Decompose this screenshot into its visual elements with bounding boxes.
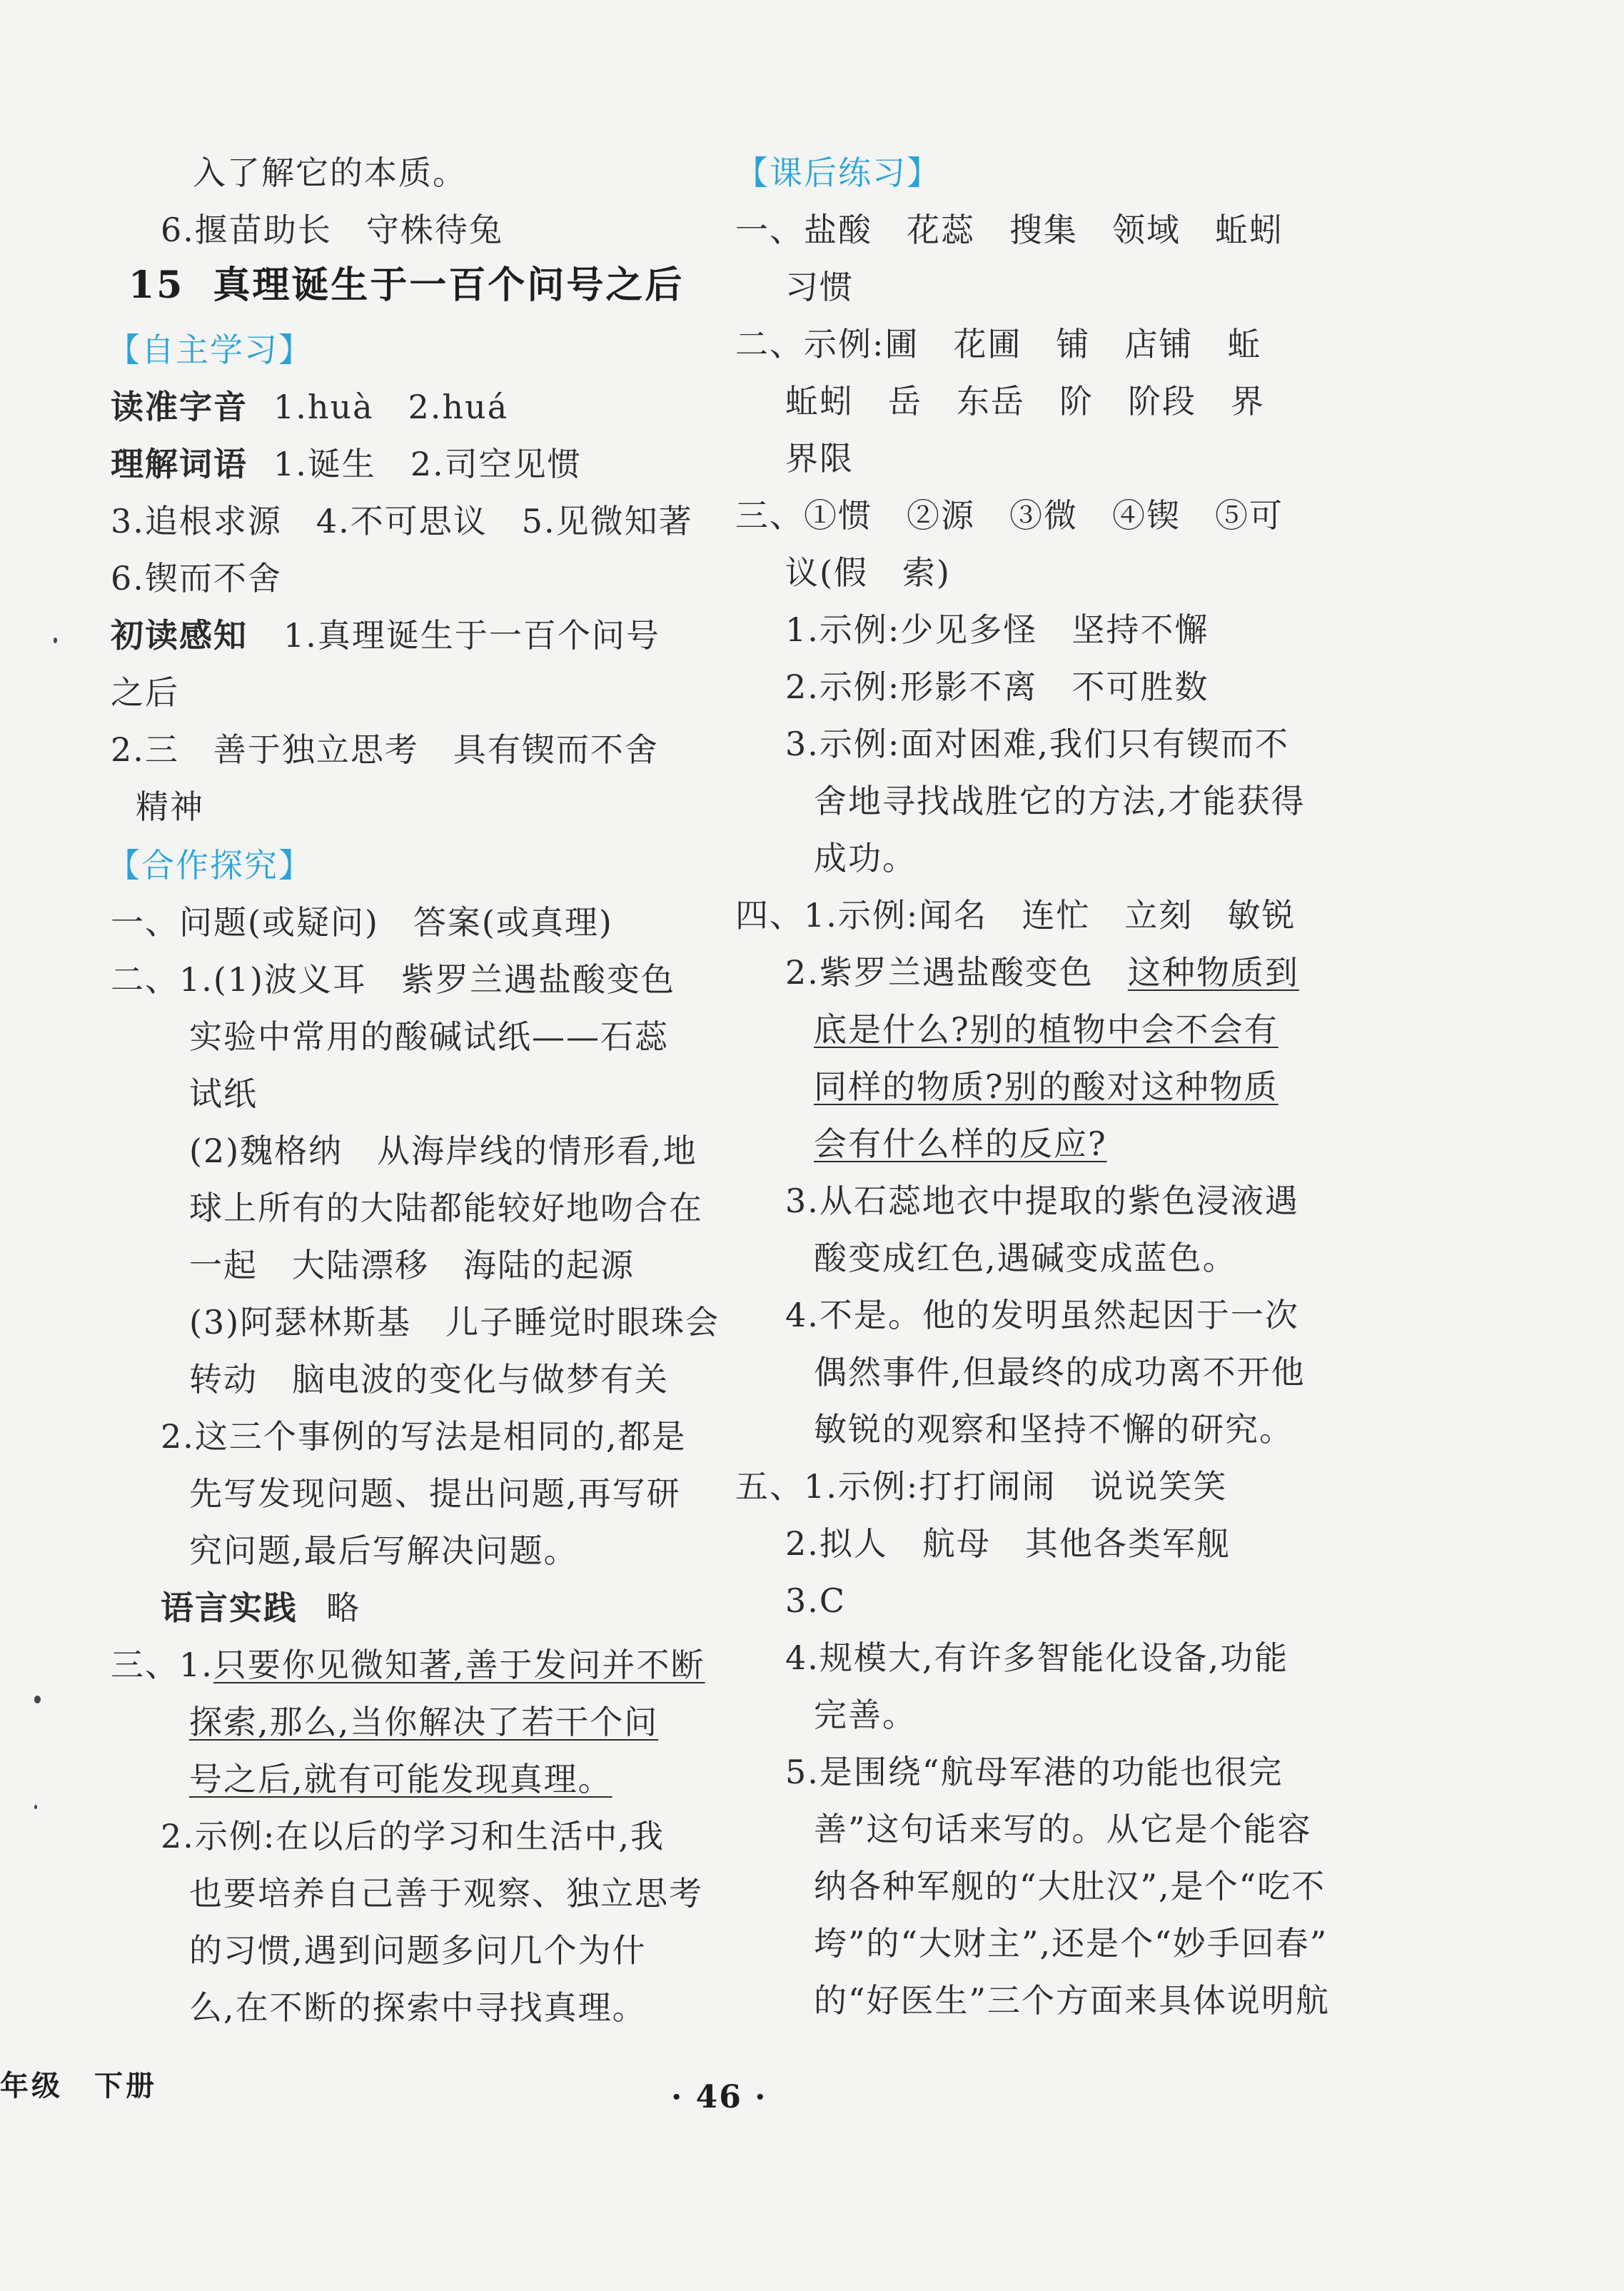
underlined-answer: 底是什么?别的植物中会不会有 bbox=[814, 1010, 1278, 1049]
answer-line: 先写发现问题、提出问题,再写研 bbox=[189, 1474, 681, 1513]
answer-line: 2.拟人 航母 其他各类军舰 bbox=[785, 1524, 1231, 1563]
answer-line: 3.追根求源 4.不可思议 5.见微知著 bbox=[111, 502, 693, 540]
answer-line: 试纸 bbox=[189, 1074, 258, 1113]
answer-line: 么,在不断的探索中寻找真理。 bbox=[189, 1988, 647, 2027]
answer-line: 2.三 善于独立思考 具有锲而不舍 bbox=[111, 730, 659, 769]
scan-speck bbox=[34, 1696, 41, 1703]
answer-line bbox=[111, 614, 660, 657]
answer-line bbox=[785, 951, 1299, 994]
answer-line: 一、问题(或疑问) 答案(或真理) bbox=[111, 903, 613, 942]
answer-line: 二、1.(1)波义耳 紫罗兰遇盐酸变色 bbox=[111, 960, 676, 999]
answer-line: 的习惯,遇到问题多问几个为什 bbox=[189, 1931, 647, 1970]
answer-line: 球上所有的大陆都能较好地吻合在 bbox=[189, 1189, 703, 1227]
underlined-answer: 这种物质到 bbox=[1127, 953, 1299, 992]
subsection-head: 初读感知 bbox=[111, 616, 248, 655]
lesson-number: 15 bbox=[128, 263, 185, 307]
answer-line: 3.示例:面对困难,我们只有锲而不 bbox=[785, 725, 1290, 763]
answer-line: 实验中常用的酸碱试纸——石蕊 bbox=[189, 1017, 669, 1056]
answer-line: 2.这三个事例的写法是相同的,都是 bbox=[161, 1417, 687, 1456]
answer-line: 之后 bbox=[111, 673, 179, 712]
underlined-answer: 同样的物质?别的酸对这种物质 bbox=[814, 1067, 1278, 1106]
underlined-answer: 号之后,就有可能发现真理。 bbox=[189, 1760, 612, 1798]
answer-line: 三、①惯 ②源 ③微 ④锲 ⑤可 bbox=[735, 496, 1283, 535]
subsection-head: 语言实践 bbox=[161, 1588, 298, 1627]
answer-prefix: 三、1. bbox=[111, 1646, 213, 1684]
answer-line: 五、1.示例:打打闹闹 说说笑笑 bbox=[735, 1467, 1228, 1506]
answer-line: 精神 bbox=[136, 787, 204, 826]
answer-line: 1.示例:少见多怪 坚持不懈 bbox=[785, 610, 1209, 649]
section-header-cooperation: 【合作探究】 bbox=[107, 846, 313, 885]
answer-line: 2.示例:在以后的学习和生活中,我 bbox=[161, 1817, 665, 1856]
answer-line: 善”这句话来写的。从它是个能容 bbox=[814, 1810, 1312, 1848]
answer-line: 5.是围绕“航母军港的功能也很完 bbox=[785, 1753, 1283, 1791]
answer-line bbox=[161, 1586, 360, 1629]
answer-line: 3.从石蕊地衣中提取的紫色浸液遇 bbox=[785, 1182, 1299, 1220]
answer-line: 议(假 索) bbox=[785, 553, 951, 592]
answer-line: 舍地寻找战胜它的方法,才能获得 bbox=[814, 782, 1306, 820]
underlined-answer: 探索,那么,当你解决了若干个问 bbox=[189, 1703, 659, 1741]
underlined-answer: 会有什么样的反应? bbox=[814, 1124, 1107, 1163]
answer-line: 完善。 bbox=[814, 1696, 917, 1734]
page-number: · 46 · bbox=[671, 2079, 767, 2115]
answer-line: 纳各种军舰的“大肚汉”,是个“吃不 bbox=[814, 1867, 1326, 1905]
answer-line: 6.锲而不舍 bbox=[111, 559, 282, 598]
answer-line: 二、示例:圃 花圃 铺 店铺 蚯 bbox=[735, 325, 1262, 363]
answer-line: (3)阿瑟林斯基 儿子睡觉时眼珠会 bbox=[189, 1303, 720, 1341]
answer-line: 2.示例:形影不离 不可胜数 bbox=[785, 668, 1209, 706]
answer-line: 4.规模大,有许多智能化设备,功能 bbox=[785, 1638, 1289, 1677]
answer-line bbox=[111, 386, 508, 428]
lesson-title-text: 真理诞生于一百个问号之后 bbox=[213, 263, 685, 307]
answer-line: 习惯 bbox=[785, 268, 854, 306]
answer-text: 略 bbox=[326, 1588, 360, 1627]
answer-line: 的“好医生”三个方面来具体说明航 bbox=[814, 1981, 1331, 2020]
section-header-self-study: 【自主学习】 bbox=[107, 331, 313, 369]
answer-line: 3.C bbox=[785, 1581, 847, 1620]
answer-line: 4.不是。他的发明虽然起因于一次 bbox=[785, 1296, 1299, 1334]
answer-line: 四、1.示例:闻名 连忙 立刻 敏锐 bbox=[735, 896, 1296, 935]
answer-line: 一起 大陆漂移 海陆的起源 bbox=[189, 1246, 635, 1284]
answer-text: 1.huà 2.huá bbox=[273, 388, 509, 426]
scan-speck bbox=[34, 1805, 37, 1809]
answer-line: 一、盐酸 花蕊 搜集 领域 蚯蚓 bbox=[735, 211, 1283, 249]
answer-line: 界限 bbox=[785, 439, 854, 478]
answer-line: 入了解它的本质。 bbox=[193, 153, 467, 192]
answer-text: 1.诞生 2.司空见惯 bbox=[273, 445, 582, 483]
section-header-after-class: 【课后练习】 bbox=[735, 153, 941, 192]
answer-prefix: 2.紫罗兰遇盐酸变色 bbox=[785, 953, 1128, 992]
answer-line: 究问题,最后写解决问题。 bbox=[189, 1531, 578, 1570]
scan-speck bbox=[54, 638, 57, 643]
lesson-title bbox=[128, 264, 684, 307]
answer-line: 转动 脑电波的变化与做梦有关 bbox=[189, 1360, 669, 1399]
answer-line: 蚯蚓 岳 东岳 阶 阶段 界 bbox=[785, 382, 1265, 421]
answer-line: 垮”的“大财主”,还是个“妙手回春” bbox=[814, 1924, 1328, 1963]
answer-line: 6.揠苗助长 守株待兔 bbox=[161, 211, 503, 249]
answer-line: 敏锐的观察和坚持不懈的研究。 bbox=[814, 1410, 1293, 1449]
answer-line: 成功。 bbox=[814, 839, 917, 877]
answer-line bbox=[111, 443, 582, 485]
subsection-head: 读准字音 bbox=[111, 388, 248, 426]
answer-line: 偶然事件,但最终的成功离不开他 bbox=[814, 1353, 1306, 1391]
grade-volume-label: 年级 下册 bbox=[0, 2069, 157, 2103]
answer-line bbox=[111, 1643, 705, 1686]
answer-line: 也要培养自己善于观察、独立思考 bbox=[189, 1874, 703, 1913]
answer-text: 1.真理诞生于一百个问号 bbox=[283, 616, 660, 655]
answer-line: 酸变成红色,遇碱变成蓝色。 bbox=[814, 1239, 1237, 1277]
underlined-answer: 只要你见微知著,善于发问并不断 bbox=[213, 1646, 705, 1684]
subsection-head: 理解词语 bbox=[111, 445, 248, 483]
answer-line: (2)魏格纳 从海岸线的情形看,地 bbox=[189, 1132, 697, 1170]
